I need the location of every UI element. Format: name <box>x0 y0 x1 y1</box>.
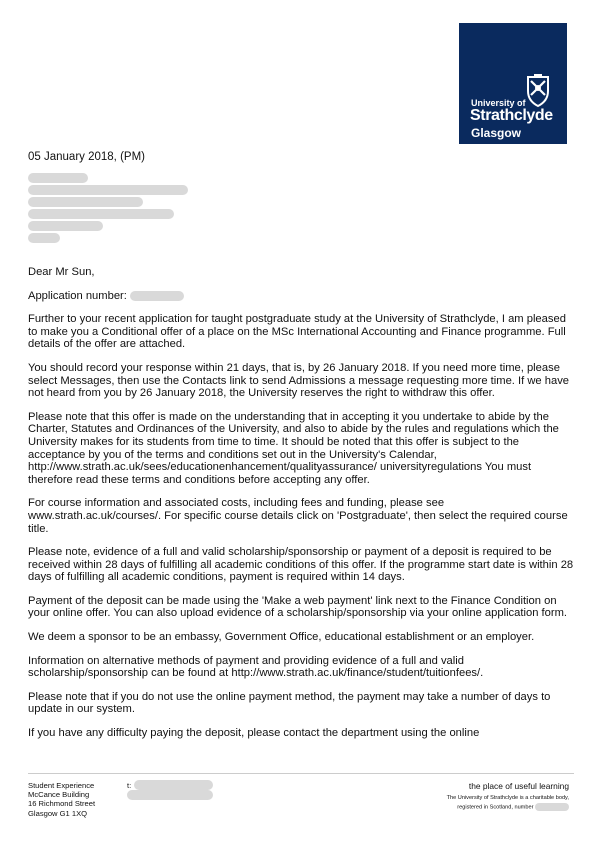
redaction-bar <box>28 197 143 207</box>
footer-legal-text: registered in Scotland, number <box>457 804 534 811</box>
letter-body <box>28 266 576 751</box>
greeting: Dear Mr Sun, <box>28 266 95 278</box>
footer-legal-line: The University of Strathclyde is a charitable body, <box>446 795 569 801</box>
footer-address-line: 16 Richmond Street <box>28 799 96 809</box>
redacted-application-number <box>130 291 184 301</box>
paragraph-difficulty: If you have any difficulty paying the deposit, please contact the department using the online <box>28 727 480 740</box>
paragraph-payment-method: Payment of the deposit can be made using the 'Make a web payment' link next to the Finance Condition on your online offer. You can also upload evidence of a scholarship/sponsorship via your online application form. <box>28 594 568 620</box>
paragraph-deposit: Please note, evidence of a full and valid scholarship/sponsorship or payment of a deposit is required to be received within 28 days of fulfilling all academic conditions of this offer. If the programme start date is within 28 days of fulfilling all academic conditions, payment is required within 14 days. <box>28 546 574 584</box>
paragraph-alternative-payment: Information on alternative methods of payment and providing evidence of a full and valid scholarship/sponsorship can be found at http://www.strath.ac.uk/finance/student/tuitionfees/. <box>28 654 484 680</box>
footer-address-line: Glasgow G1 1XQ <box>28 808 88 818</box>
redaction-bar <box>28 209 174 219</box>
footer-phone <box>127 781 131 790</box>
application-number-label: Application number: <box>28 289 127 302</box>
logo-line-university-of: University of <box>471 98 526 108</box>
redaction-bar <box>28 221 103 231</box>
footer-address-line: Student Experience <box>28 781 95 790</box>
footer-phone-label: t: <box>127 781 132 790</box>
footer-address <box>28 781 95 818</box>
footer-legal-line <box>447 803 569 812</box>
logo-line-glasgow: Glasgow <box>471 126 522 140</box>
redacted-charity-number <box>535 803 569 811</box>
redaction-bar <box>28 173 88 183</box>
redacted-email <box>127 790 213 800</box>
footer-address-line: McCance Building <box>28 790 90 800</box>
paragraph-sponsor: We deem a sponsor to be an embassy, Government Office, educational establishment or an employer. <box>28 631 535 644</box>
footer-legal-notice <box>447 795 569 812</box>
university-logo <box>459 23 567 144</box>
logo-line-strathclyde: Strathclyde <box>470 107 553 124</box>
redacted-phone <box>134 780 213 790</box>
redaction-bar <box>28 233 60 243</box>
paragraph-terms: Please note that this offer is made on the understanding that in accepting it you undertake to abide by the Charter, Statutes and Ordinances of the University, and also to abide by the rules and regulations which the University makes for its students from time to time. It should be noted that this offer is subject to the acceptance by you of the terms and conditions set out in the University's Calendar, http://www.strath.ac.uk/sees/educationenhancement/qualityassurance/ universityregulations You must therefore read these terms and conditions before accepting any offer. <box>28 410 559 486</box>
paragraph-course-info: For course information and associated costs, including fees and funding, please see www.strath.ac.uk/courses/. For specific course details click on 'Postgraduate', then select the required course title. <box>28 497 568 535</box>
paragraph-offer: Further to your recent application for taught postgraduate study at the University of Strathclyde, I am pleased to make you a Conditional offer of a place on the MSc International Accounting and Finance programme. Full details of the offer are attached. <box>28 313 566 351</box>
footer-divider <box>28 773 574 774</box>
application-number-line <box>28 290 576 303</box>
letter-date: 05 January 2018, (PM) <box>28 151 145 163</box>
paragraph-payment-delay: Please note that if you do not use the online payment method, the payment may take a number of days to update in our system. <box>28 690 551 716</box>
redaction-bar <box>28 185 188 195</box>
paragraph-response-deadline: You should record your response within 21 days, that is, by 26 January 2018. If you need more time, please select Messages, then use the Contacts link to send Admissions a message requesting more time. If we have not heard from you by 26 January 2018, the University reserves the right to withdraw this offer. <box>28 361 570 400</box>
footer-tagline: the place of useful learning <box>468 781 569 791</box>
